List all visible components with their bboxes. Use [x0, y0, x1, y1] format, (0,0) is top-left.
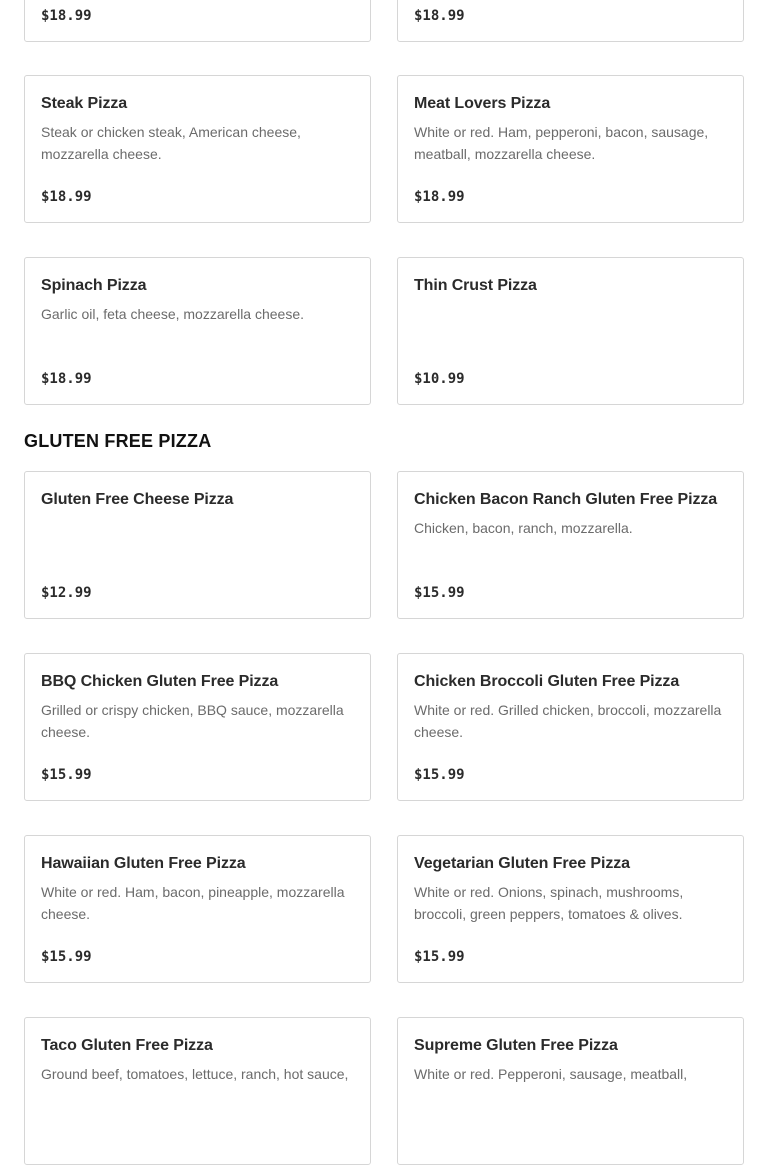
- menu-item-card[interactable]: [24, 835, 371, 983]
- item-description: Grilled or crispy chicken, BBQ sauce, mozzarella cheese.: [41, 702, 344, 740]
- item-name: BBQ Chicken Gluten Free Pizza: [41, 673, 279, 690]
- item-name: Supreme Gluten Free Pizza: [414, 1037, 618, 1054]
- menu-item-card[interactable]: [24, 653, 371, 801]
- item-price: $15.99: [414, 585, 465, 601]
- item-name: Hawaiian Gluten Free Pizza: [41, 855, 246, 872]
- item-description: Steak or chicken steak, American cheese, mozzarella cheese.: [41, 124, 301, 162]
- item-price: $18.99: [41, 371, 92, 387]
- item-price: $15.99: [414, 767, 465, 783]
- item-price: $18.99: [41, 8, 92, 24]
- item-description: Garlic oil, feta cheese, mozzarella cheese.: [41, 306, 305, 322]
- item-name: Meat Lovers Pizza: [414, 95, 551, 112]
- item-name: Gluten Free Cheese Pizza: [41, 491, 234, 508]
- item-name: Thin Crust Pizza: [414, 277, 537, 294]
- item-price: $12.99: [41, 585, 92, 601]
- item-name: Steak Pizza: [41, 95, 128, 112]
- item-price: $18.99: [414, 8, 465, 24]
- menu-item-card[interactable]: [24, 75, 371, 223]
- menu-item-card[interactable]: [397, 471, 744, 619]
- item-name: Chicken Broccoli Gluten Free Pizza: [414, 673, 680, 690]
- menu-item-card[interactable]: [397, 75, 744, 223]
- item-name: Spinach Pizza: [41, 277, 147, 294]
- item-price: $15.99: [41, 767, 92, 783]
- menu-item-card[interactable]: [24, 257, 371, 405]
- menu-item-card[interactable]: [397, 257, 744, 405]
- item-price: $15.99: [41, 949, 92, 965]
- item-name: Vegetarian Gluten Free Pizza: [414, 855, 630, 872]
- item-price: $18.99: [41, 189, 92, 205]
- menu-item-card[interactable]: [397, 653, 744, 801]
- item-price: $18.99: [414, 189, 465, 205]
- item-description: White or red. Onions, spinach, mushrooms, broccoli, green peppers, tomatoes & olives.: [414, 884, 684, 922]
- menu-item-card[interactable]: [397, 0, 744, 42]
- item-description: Ground beef, tomatoes, lettuce, ranch, hot sauce,: [41, 1066, 349, 1082]
- item-description: Chicken, bacon, ranch, mozzarella.: [414, 520, 633, 536]
- item-description: White or red. Pepperoni, sausage, meatball,: [414, 1066, 688, 1082]
- item-name: Chicken Bacon Ranch Gluten Free Pizza: [414, 491, 718, 508]
- menu-item-card[interactable]: [397, 835, 744, 983]
- item-description: White or red. Ham, pepperoni, bacon, sausage, meatball, mozzarella cheese.: [414, 124, 709, 162]
- section-title: GLUTEN FREE PIZZA: [24, 431, 212, 451]
- item-description: White or red. Grilled chicken, broccoli, mozzarella cheese.: [414, 702, 722, 740]
- menu-item-card[interactable]: [397, 1017, 744, 1165]
- item-description: White or red. Ham, bacon, pineapple, mozzarella cheese.: [41, 884, 345, 922]
- menu-item-card[interactable]: [24, 1017, 371, 1165]
- menu-item-card[interactable]: [24, 471, 371, 619]
- item-price: $10.99: [414, 371, 465, 387]
- menu-item-card[interactable]: [24, 0, 371, 42]
- item-price: $15.99: [414, 949, 465, 965]
- item-name: Taco Gluten Free Pizza: [41, 1037, 213, 1054]
